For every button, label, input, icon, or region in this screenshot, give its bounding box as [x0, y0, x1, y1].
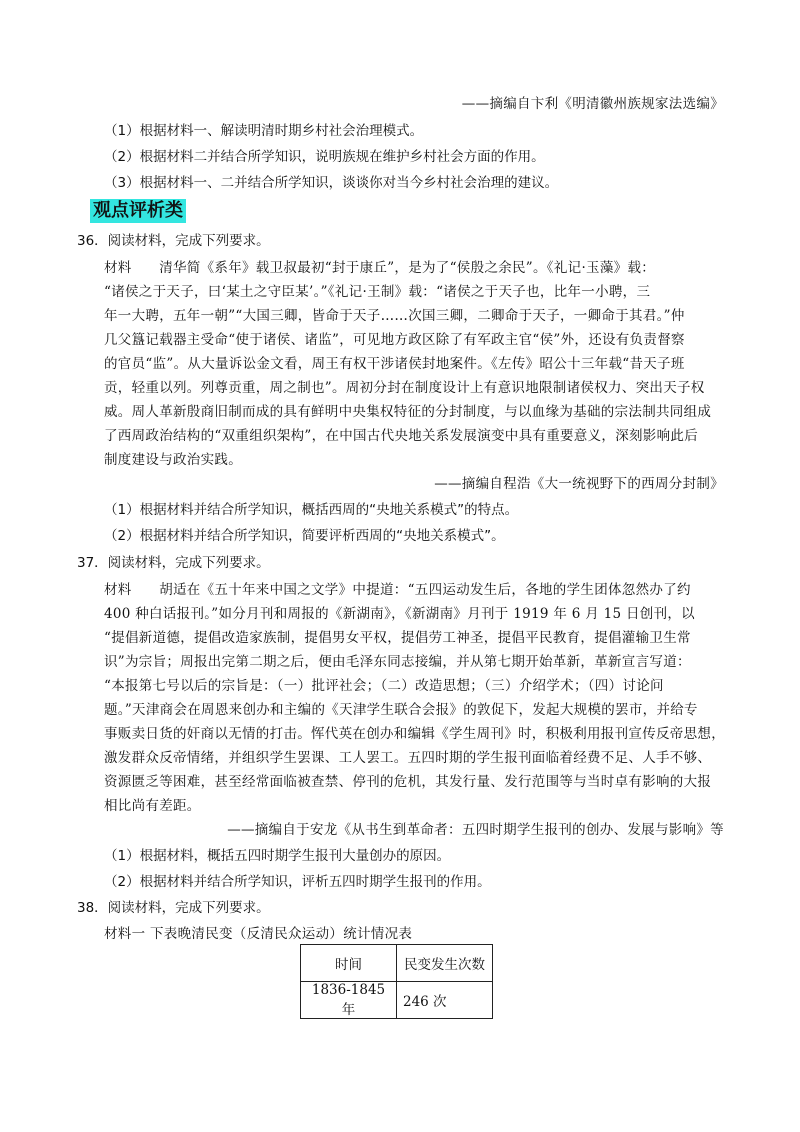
- table-row: [301, 982, 493, 1019]
- table-caption: 材料一 下表晚清民变（反清民众运动）统计情况表: [104, 926, 413, 942]
- material-line: 相比尚有差距。: [104, 798, 201, 814]
- material-line: 年一大聘，五年一朝”“大国三卿，皆命于天子……次国三卿，二卿命于天子，一卿命于其君。”仲: [104, 308, 685, 324]
- material-line: 了西周政治结构的“双重组织架构”，在中国古代央地关系发展演变中具有重要意义，深刻影响此后: [104, 428, 699, 444]
- data-table: [300, 944, 493, 1019]
- material-line: 材料 胡适在《五十年来中国之文学》中提道：“五四运动发生后，各地的学生团体忽然办了约: [104, 582, 691, 598]
- section-heading: 观点评析类: [90, 199, 186, 223]
- table-header-row: [301, 945, 493, 982]
- material-line: 400 种白话报刊。”如分月刊和周报的《新湖南》，《新湖南》月刊于 1919 年 6 月 15 日创刊，以: [104, 606, 695, 622]
- material-line: “诸侯之于天子，曰‘某土之守臣某’。”《礼记·王制》载：“诸侯之于天子也，比年一小聘，三: [104, 284, 651, 300]
- material-line: 制度建设与政治实践。: [104, 452, 242, 468]
- source-citation: ——摘编自卞利《明清徽州族规家法选编》: [461, 96, 724, 112]
- question-item: （2）根据材料并结合所学知识，简要评析西周的“央地关系模式”。: [104, 528, 505, 544]
- material-line: “提倡新道德，提倡改造家族制，提倡男女平权，提倡劳工神圣，提倡平民教育，提倡灌输卫生常: [104, 630, 691, 646]
- question-item: （1）根据材料并结合所学知识，概括西周的“央地关系模式”的特点。: [104, 502, 519, 518]
- table-cell: 1836-1845 年: [301, 982, 397, 1019]
- question-item: （2）根据材料并结合所学知识，评析五四时期学生报刊的作用。: [104, 874, 491, 890]
- material-line: 事贩卖日货的奸商以无情的打击。恽代英在创办和编辑《学生周刊》时，积极利用报刊宣传反帝思想，: [104, 726, 725, 742]
- material-line: “本报第七号以后的宗旨是：（一）批评社会；（二）改造思想；（三）介绍学术；（四）讨论问: [104, 678, 664, 694]
- material-line: 材料 清华简《系年》载卫叔最初“封于康丘”，是为了“侯殷之余民”。《礼记·玉藻》载：: [104, 260, 656, 276]
- material-line: 识”为宗旨；周报出完第二期之后，便由毛泽东同志接编，并从第七期开始革新，革新宣言写道：: [104, 654, 691, 670]
- question-item: （2）根据材料二并结合所学知识，说明族规在维护乡村社会方面的作用。: [104, 149, 545, 165]
- material-line: 的官员“监”。从大量诉讼金文看，周王有权干涉诸侯封地案件。《左传》昭公十三年载“昔天子班: [104, 356, 685, 372]
- source-citation: ——摘编自程浩《大一统视野下的西周分封制》: [434, 476, 724, 492]
- material-line: 贡，轻重以列。列尊贡重，周之制也”。周初分封在制度设计上有意识地限制诸侯权力、突出天子权: [104, 380, 705, 396]
- question-item: （1）根据材料，概括五四时期学生报刊大量创办的原因。: [104, 848, 451, 864]
- source-citation: ——摘编自于安龙《从书生到革命者：五四时期学生报刊的创办、发展与影响》等: [227, 822, 724, 838]
- table-header-cell: 时间: [301, 945, 397, 982]
- table-cell: 246 次: [397, 982, 493, 1019]
- question-item: （3）根据材料一、二并结合所学知识，谈谈你对当今乡村社会治理的建议。: [104, 175, 559, 191]
- material-line: 激发群众反帝情绪，并组织学生罢课、工人罢工。五四时期的学生报刊面临着经费不足、人手不够、: [104, 750, 712, 766]
- question-stem: 38．阅读材料，完成下列要求。: [77, 900, 270, 916]
- question-item: （1）根据材料一、解读明清时期乡村社会治理模式。: [104, 123, 424, 139]
- question-stem: 37．阅读材料，完成下列要求。: [77, 555, 270, 571]
- material-line: 题。”天津商会在周恩来创办和主编的《天津学生联合会报》的敦促下，发起大规模的罢市，并给专: [104, 702, 698, 718]
- material-line: 几父簋记载器主受命“使于诸侯、诸监”，可见地方政区除了有军政主官“侯”外，还设有负责督察: [104, 332, 685, 348]
- table-header-cell: 民变发生次数: [397, 945, 493, 982]
- question-stem: 36．阅读材料，完成下列要求。: [77, 233, 270, 249]
- material-line: 威。周人革新殷商旧制而成的具有鲜明中央集权特征的分封制度，与以血缘为基础的宗法制共同组成: [104, 404, 712, 420]
- material-line: 资源匮乏等困难，甚至经常面临被查禁、停刊的危机，其发行量、发行范围等与当时卓有影响的大报: [104, 774, 712, 790]
